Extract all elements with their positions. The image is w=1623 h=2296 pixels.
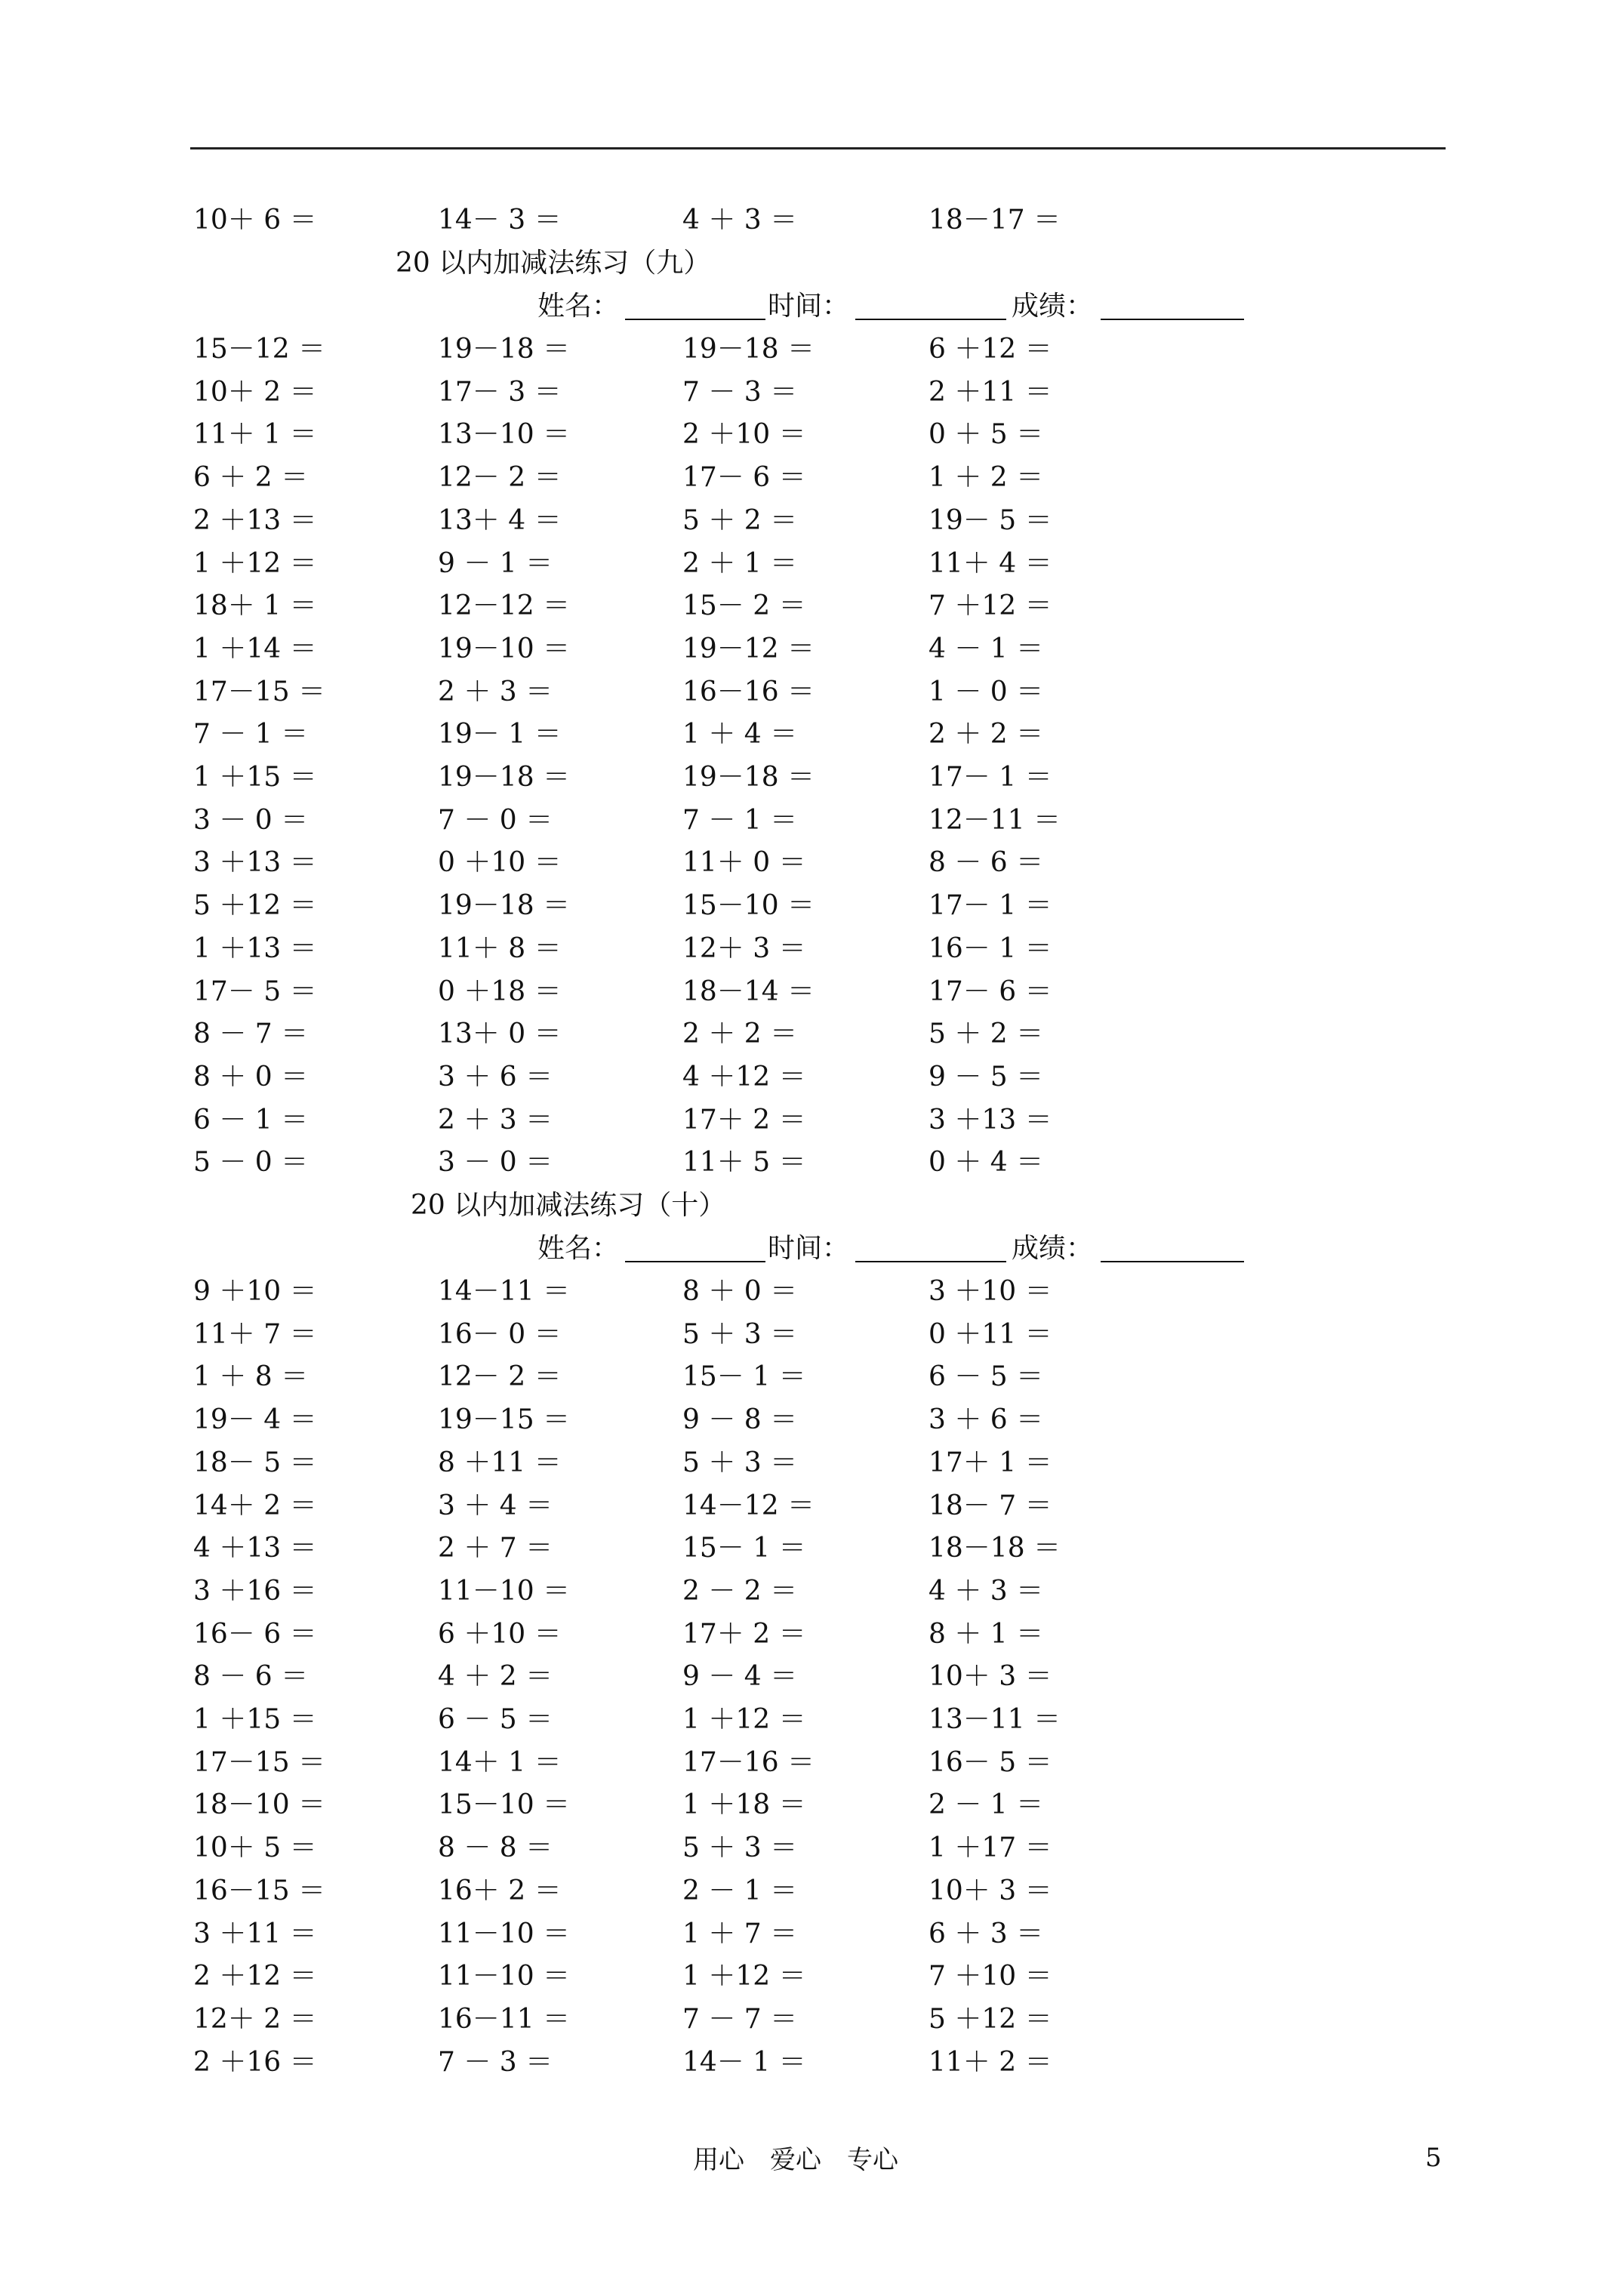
problem-cell: 15－ 2 ＝ <box>682 590 806 622</box>
problem-cell: 1 ＋12 ＝ <box>682 1704 806 1735</box>
problem-cell: 1 ＋13 ＝ <box>193 932 317 964</box>
problem-cell: 7 － 3 ＝ <box>438 2046 553 2078</box>
problem-cell: 1 ＋12 ＝ <box>682 1961 806 1992</box>
problem-cell: 11＋ 0 ＝ <box>682 847 806 879</box>
problem-cell: 12＋ 2 ＝ <box>193 2003 317 2035</box>
problem-cell: 16－ 6 ＝ <box>193 1618 317 1650</box>
score-blank[interactable] <box>1101 1261 1244 1262</box>
problem-cell: 16－16 ＝ <box>682 676 815 707</box>
problem-row <box>0 842 1623 884</box>
problem-row <box>0 628 1623 670</box>
problem-cell: 16＋ 2 ＝ <box>438 1875 562 1906</box>
problem-cell: 19－ 5 ＝ <box>929 504 1052 536</box>
score-blank[interactable] <box>1101 319 1244 320</box>
problem-cell: 1 ＋ 8 ＝ <box>193 1361 309 1393</box>
problem-cell: 17＋ 1 ＝ <box>929 1447 1052 1478</box>
problem-row <box>0 1314 1623 1356</box>
problem-row <box>0 2042 1623 2084</box>
section-title: 20 以内加减法练习（九） <box>396 248 711 279</box>
problem-cell: 14－ 1 ＝ <box>682 2046 806 2078</box>
problem-row <box>0 585 1623 627</box>
problem-cell: 13－11 ＝ <box>929 1704 1061 1735</box>
section-title: 20 以内加减法练习（十） <box>411 1190 726 1221</box>
problem-cell: 15－ 1 ＝ <box>682 1533 806 1564</box>
problem-cell: 8 － 7 ＝ <box>193 1019 309 1050</box>
problem-cell: 14＋ 1 ＝ <box>438 1746 562 1778</box>
problem-row <box>0 1013 1623 1056</box>
problem-row <box>0 1527 1623 1570</box>
problem-cell: 6 － 5 ＝ <box>438 1704 553 1735</box>
problem-cell: 14－12 ＝ <box>682 1490 815 1521</box>
problem-row <box>0 1742 1623 1784</box>
problem-cell: 8 ＋ 1 ＝ <box>929 1618 1044 1650</box>
problem-row <box>0 1399 1623 1441</box>
problem-cell: 11＋ 7 ＝ <box>193 1318 317 1350</box>
problem-row <box>0 1913 1623 1955</box>
problem-cell: 17－ 5 ＝ <box>193 975 317 1007</box>
problem-cell: 1 ＋ 2 ＝ <box>929 462 1044 494</box>
problem-row <box>0 928 1623 970</box>
problem-cell: 11＋ 1 ＝ <box>193 419 317 451</box>
problem-cell: 17－16 ＝ <box>682 1746 815 1778</box>
problem-row <box>0 328 1623 371</box>
problem-cell: 3 ＋ 6 ＝ <box>438 1061 553 1093</box>
problem-cell: 13－10 ＝ <box>438 419 571 451</box>
student-info-line <box>0 1228 1623 1270</box>
time-label: 时间： <box>768 1233 850 1264</box>
problem-cell: 7 － 3 ＝ <box>682 376 798 408</box>
time-label: 时间： <box>768 291 850 322</box>
problem-cell: 1 ＋18 ＝ <box>682 1789 806 1821</box>
problem-cell: 18－ 5 ＝ <box>193 1447 317 1478</box>
problem-cell: 6 ＋10 ＝ <box>438 1618 562 1650</box>
problem-cell: 4 ＋ 3 ＝ <box>682 205 798 236</box>
problem-cell: 17－15 ＝ <box>193 1746 326 1778</box>
problem-cell: 17＋ 2 ＝ <box>682 1618 806 1650</box>
problem-row <box>0 671 1623 713</box>
problem-cell: 5 ＋ 3 ＝ <box>682 1447 798 1478</box>
problem-row <box>0 1613 1623 1656</box>
problem-cell: 2 ＋ 2 ＝ <box>682 1019 798 1050</box>
problem-cell: 11＋ 5 ＝ <box>682 1147 806 1179</box>
name-blank[interactable] <box>625 1261 765 1262</box>
problem-cell: 5 － 0 ＝ <box>193 1147 309 1179</box>
problem-cell: 3 ＋13 ＝ <box>193 847 317 879</box>
problem-cell: 17－ 6 ＝ <box>682 462 806 494</box>
problem-row <box>0 713 1623 756</box>
problem-cell: 2 － 1 ＝ <box>682 1875 798 1906</box>
problem-cell: 6 － 5 ＝ <box>929 1361 1044 1393</box>
problem-row <box>0 1271 1623 1313</box>
problem-cell: 18－ 7 ＝ <box>929 1490 1052 1521</box>
problem-cell: 12－ 2 ＝ <box>438 1361 562 1393</box>
problem-cell: 0 ＋ 5 ＝ <box>929 419 1044 451</box>
problem-cell: 5 ＋ 3 ＝ <box>682 1318 798 1350</box>
problem-cell: 0 ＋11 ＝ <box>929 1318 1052 1350</box>
problem-cell: 2 ＋12 ＝ <box>193 1961 317 1992</box>
problem-cell: 5 ＋12 ＝ <box>929 2003 1052 2035</box>
name-blank[interactable] <box>625 319 765 320</box>
problem-cell: 3 － 0 ＝ <box>438 1147 553 1179</box>
name-label: 姓名： <box>537 1233 620 1264</box>
problem-cell: 15－ 1 ＝ <box>682 1361 806 1393</box>
problem-cell: 7 － 1 ＝ <box>682 804 798 836</box>
problem-cell: 14－11 ＝ <box>438 1276 571 1307</box>
problem-row <box>0 457 1623 499</box>
problem-cell: 16－ 1 ＝ <box>929 932 1052 964</box>
problem-cell: 5 ＋ 3 ＝ <box>682 1832 798 1864</box>
time-blank[interactable] <box>855 319 1006 320</box>
problem-cell: 19－12 ＝ <box>682 633 815 664</box>
problem-row <box>0 1784 1623 1826</box>
problem-cell: 3 ＋10 ＝ <box>929 1276 1052 1307</box>
problem-cell: 4 ＋ 2 ＝ <box>438 1661 553 1693</box>
problem-cell: 16－ 0 ＝ <box>438 1318 562 1350</box>
problem-cell: 6 ＋12 ＝ <box>929 334 1052 365</box>
problem-cell: 14＋ 2 ＝ <box>193 1490 317 1521</box>
problem-cell: 3 ＋13 ＝ <box>929 1104 1052 1136</box>
problem-cell: 5 ＋ 2 ＝ <box>929 1019 1044 1050</box>
problem-cell: 3 ＋ 4 ＝ <box>438 1490 553 1521</box>
problem-cell: 15－10 ＝ <box>682 890 815 922</box>
problem-cell: 2 ＋ 1 ＝ <box>682 547 798 579</box>
problem-row <box>0 1699 1623 1741</box>
problem-row <box>0 1485 1623 1527</box>
problem-cell: 1 ＋17 ＝ <box>929 1832 1052 1864</box>
problem-cell: 2 ＋ 3 ＝ <box>438 676 553 707</box>
problem-cell: 2 ＋16 ＝ <box>193 2046 317 2078</box>
problem-cell: 1 ＋12 ＝ <box>193 547 317 579</box>
problem-cell: 2 ＋ 2 ＝ <box>929 719 1044 750</box>
problem-cell: 12－ 2 ＝ <box>438 462 562 494</box>
problem-cell: 15－12 ＝ <box>193 334 326 365</box>
problem-row <box>0 1999 1623 2041</box>
problem-cell: 6 ＋ 3 ＝ <box>929 1918 1044 1949</box>
problem-cell: 16－11 ＝ <box>438 2003 571 2035</box>
problem-cell: 12＋ 3 ＝ <box>682 932 806 964</box>
problem-row <box>0 371 1623 414</box>
problem-cell: 18＋ 1 ＝ <box>193 590 317 622</box>
problem-cell: 11＋ 8 ＝ <box>438 932 562 964</box>
problem-cell: 17－ 6 ＝ <box>929 975 1052 1007</box>
problem-cell: 11－10 ＝ <box>438 1918 571 1949</box>
problem-row <box>0 414 1623 456</box>
problem-cell: 2 ＋13 ＝ <box>193 504 317 536</box>
footer-motto: 用心 爱心 专心 <box>693 2145 898 2175</box>
problem-cell: 19－18 ＝ <box>438 762 571 793</box>
problem-cell: 7 － 1 ＝ <box>193 719 309 750</box>
problem-cell: 19－ 4 ＝ <box>193 1404 317 1436</box>
problem-cell: 2 ＋ 3 ＝ <box>438 1104 553 1136</box>
problem-cell: 13＋ 4 ＝ <box>438 504 562 536</box>
problem-cell: 18－17 ＝ <box>929 205 1061 236</box>
problem-cell: 1 － 0 ＝ <box>929 676 1044 707</box>
problem-cell: 0 ＋10 ＝ <box>438 847 562 879</box>
problem-row <box>0 1056 1623 1099</box>
problem-cell: 2 ＋10 ＝ <box>682 419 806 451</box>
problem-cell: 3 ＋11 ＝ <box>193 1918 317 1949</box>
problem-cell: 14－ 3 ＝ <box>438 205 562 236</box>
problem-cell: 6 ＋ 2 ＝ <box>193 462 309 494</box>
problem-cell: 5 ＋12 ＝ <box>193 890 317 922</box>
problem-cell: 7 － 7 ＝ <box>682 2003 798 2035</box>
problem-cell: 8 ＋ 0 ＝ <box>682 1276 798 1307</box>
problem-cell: 12－11 ＝ <box>929 804 1061 836</box>
problem-row <box>0 757 1623 799</box>
problem-row <box>0 1955 1623 1998</box>
problem-cell: 19－18 ＝ <box>682 334 815 365</box>
problem-cell: 3 ＋16 ＝ <box>193 1575 317 1607</box>
problem-cell: 17－15 ＝ <box>193 676 326 707</box>
problem-cell: 9 － 8 ＝ <box>682 1404 798 1436</box>
page-number: 5 <box>1425 2143 1442 2173</box>
problem-cell: 8 － 6 ＝ <box>193 1661 309 1693</box>
problem-cell: 18－10 ＝ <box>193 1789 326 1821</box>
time-blank[interactable] <box>855 1261 1006 1262</box>
problem-cell: 19－18 ＝ <box>438 334 571 365</box>
problem-row <box>0 199 1623 242</box>
problem-row <box>0 543 1623 585</box>
problem-cell: 9 ＋10 ＝ <box>193 1276 317 1307</box>
problem-cell: 17－ 3 ＝ <box>438 376 562 408</box>
problem-cell: 19－15 ＝ <box>438 1404 571 1436</box>
problem-cell: 7 ＋12 ＝ <box>929 590 1052 622</box>
problem-cell: 10＋ 5 ＝ <box>193 1832 317 1864</box>
score-label: 成绩： <box>1012 1233 1094 1264</box>
problem-cell: 17－ 1 ＝ <box>929 890 1052 922</box>
problem-cell: 7 ＋10 ＝ <box>929 1961 1052 1992</box>
problem-cell: 1 ＋15 ＝ <box>193 1704 317 1735</box>
problem-cell: 9 － 1 ＝ <box>438 547 553 579</box>
problem-cell: 4 ＋12 ＝ <box>682 1061 806 1093</box>
problem-cell: 16－ 5 ＝ <box>929 1746 1052 1778</box>
problem-row <box>0 1570 1623 1613</box>
problem-cell: 11－10 ＝ <box>438 1961 571 1992</box>
problem-cell: 0 ＋18 ＝ <box>438 975 562 1007</box>
problem-cell: 8 － 6 ＝ <box>929 847 1044 879</box>
problem-cell: 19－18 ＝ <box>682 762 815 793</box>
problem-cell: 8 ＋ 0 ＝ <box>193 1061 309 1093</box>
problem-cell: 9 － 5 ＝ <box>929 1061 1044 1093</box>
problem-cell: 11＋ 2 ＝ <box>929 2046 1052 2078</box>
score-label: 成绩： <box>1012 291 1094 322</box>
problem-cell: 12－12 ＝ <box>438 590 571 622</box>
problem-cell: 16－15 ＝ <box>193 1875 326 1906</box>
problem-cell: 11－10 ＝ <box>438 1575 571 1607</box>
problem-cell: 2 － 2 ＝ <box>682 1575 798 1607</box>
problem-cell: 4 － 1 ＝ <box>929 633 1044 664</box>
problem-cell: 9 － 4 ＝ <box>682 1661 798 1693</box>
problem-row <box>0 800 1623 842</box>
problem-cell: 10＋ 3 ＝ <box>929 1875 1052 1906</box>
problem-cell: 19－18 ＝ <box>438 890 571 922</box>
problem-row <box>0 500 1623 542</box>
problem-row <box>0 885 1623 927</box>
student-info-line <box>0 285 1623 328</box>
problem-cell: 4 ＋13 ＝ <box>193 1533 317 1564</box>
problem-row <box>0 1442 1623 1484</box>
problem-cell: 17－ 1 ＝ <box>929 762 1052 793</box>
problem-cell: 8 － 8 ＝ <box>438 1832 553 1864</box>
problem-row <box>0 1099 1623 1142</box>
problem-cell: 1 ＋14 ＝ <box>193 633 317 664</box>
name-label: 姓名： <box>537 291 620 322</box>
problem-cell: 8 ＋11 ＝ <box>438 1447 562 1478</box>
problem-row <box>0 1356 1623 1398</box>
problem-row <box>0 971 1623 1013</box>
problem-cell: 18－14 ＝ <box>682 975 815 1007</box>
problem-cell: 2 － 1 ＝ <box>929 1789 1044 1821</box>
problem-cell: 10＋ 2 ＝ <box>193 376 317 408</box>
problem-row <box>0 1656 1623 1698</box>
problem-cell: 2 ＋11 ＝ <box>929 376 1052 408</box>
problem-cell: 10＋ 6 ＝ <box>193 205 317 236</box>
problem-cell: 18－18 ＝ <box>929 1533 1061 1564</box>
problem-cell: 17＋ 2 ＝ <box>682 1104 806 1136</box>
problem-cell: 6 － 1 ＝ <box>193 1104 309 1136</box>
problem-cell: 4 ＋ 3 ＝ <box>929 1575 1044 1607</box>
problem-cell: 2 ＋ 7 ＝ <box>438 1533 553 1564</box>
problem-row <box>0 1142 1623 1184</box>
problem-cell: 3 － 0 ＝ <box>193 804 309 836</box>
problem-cell: 3 ＋ 6 ＝ <box>929 1404 1044 1436</box>
problem-cell: 1 ＋ 7 ＝ <box>682 1918 798 1949</box>
problem-cell: 1 ＋15 ＝ <box>193 762 317 793</box>
problem-cell: 0 ＋ 4 ＝ <box>929 1147 1044 1179</box>
problem-cell: 13＋ 0 ＝ <box>438 1019 562 1050</box>
problem-cell: 5 ＋ 2 ＝ <box>682 504 798 536</box>
problem-cell: 15－10 ＝ <box>438 1789 571 1821</box>
problem-cell: 11＋ 4 ＝ <box>929 547 1052 579</box>
header-rule <box>190 147 1446 149</box>
problem-row <box>0 1870 1623 1912</box>
problem-cell: 7 － 0 ＝ <box>438 804 553 836</box>
problem-cell: 1 ＋ 4 ＝ <box>682 719 798 750</box>
problem-cell: 19－ 1 ＝ <box>438 719 562 750</box>
problem-row <box>0 1827 1623 1869</box>
problem-cell: 19－10 ＝ <box>438 633 571 664</box>
problem-cell: 10＋ 3 ＝ <box>929 1661 1052 1693</box>
